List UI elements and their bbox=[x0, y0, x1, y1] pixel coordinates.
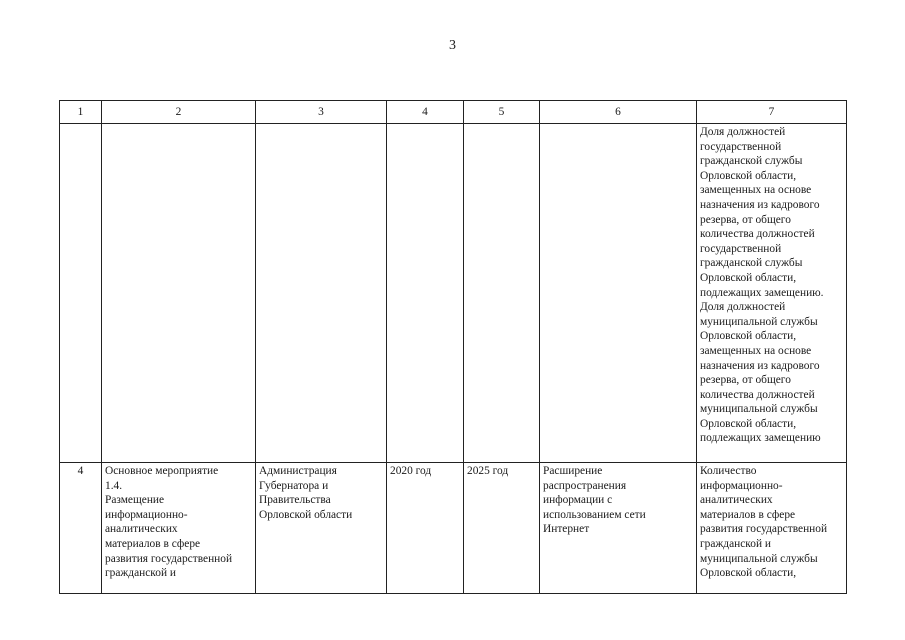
header-col-1: 1 bbox=[60, 101, 102, 124]
table-row bbox=[60, 463, 847, 594]
header-col-7: 7 bbox=[697, 101, 847, 124]
header-row bbox=[60, 101, 847, 124]
cell-end-year: 2025 год bbox=[464, 463, 540, 594]
cell-start-year bbox=[387, 124, 464, 463]
cell-number bbox=[60, 124, 102, 463]
table-row bbox=[60, 124, 847, 463]
cell-indicator: Доля должностей государственной гражданской службы Орловской области, замещенных на основе назначения из кадрового резерва, от общего количества должностей государственной гражданской службы Орловской области, подлежащих замещению. Доля должностей муниципальной службы Орловской области, замещенных на основе назначения из кадрового резерва, от общего количества должностей муниципальной службы Орловской области, подлежащих замещению bbox=[697, 124, 847, 463]
header-col-4: 4 bbox=[387, 101, 464, 124]
cell-executor bbox=[256, 124, 387, 463]
header-col-2: 2 bbox=[102, 101, 256, 124]
header-col-6: 6 bbox=[540, 101, 697, 124]
header-col-3: 3 bbox=[256, 101, 387, 124]
cell-indicator: Количество информационно- аналитических материалов в сфере развития государственной гражданской и муниципальной службы Орловской области, bbox=[697, 463, 847, 594]
cell-start-year: 2020 год bbox=[387, 463, 464, 594]
cell-activity: Основное мероприятие 1.4. Размещение информационно- аналитических материалов в сфере развития государственной гражданской и bbox=[102, 463, 256, 594]
cell-number: 4 bbox=[60, 463, 102, 594]
cell-expected-result bbox=[540, 124, 697, 463]
page-number: 3 bbox=[449, 38, 456, 53]
program-table bbox=[59, 100, 847, 594]
cell-activity bbox=[102, 124, 256, 463]
cell-executor: Администрация Губернатора и Правительства Орловской области bbox=[256, 463, 387, 594]
cell-expected-result: Расширение распространения информации с использованием сети Интернет bbox=[540, 463, 697, 594]
cell-end-year bbox=[464, 124, 540, 463]
header-col-5: 5 bbox=[464, 101, 540, 124]
